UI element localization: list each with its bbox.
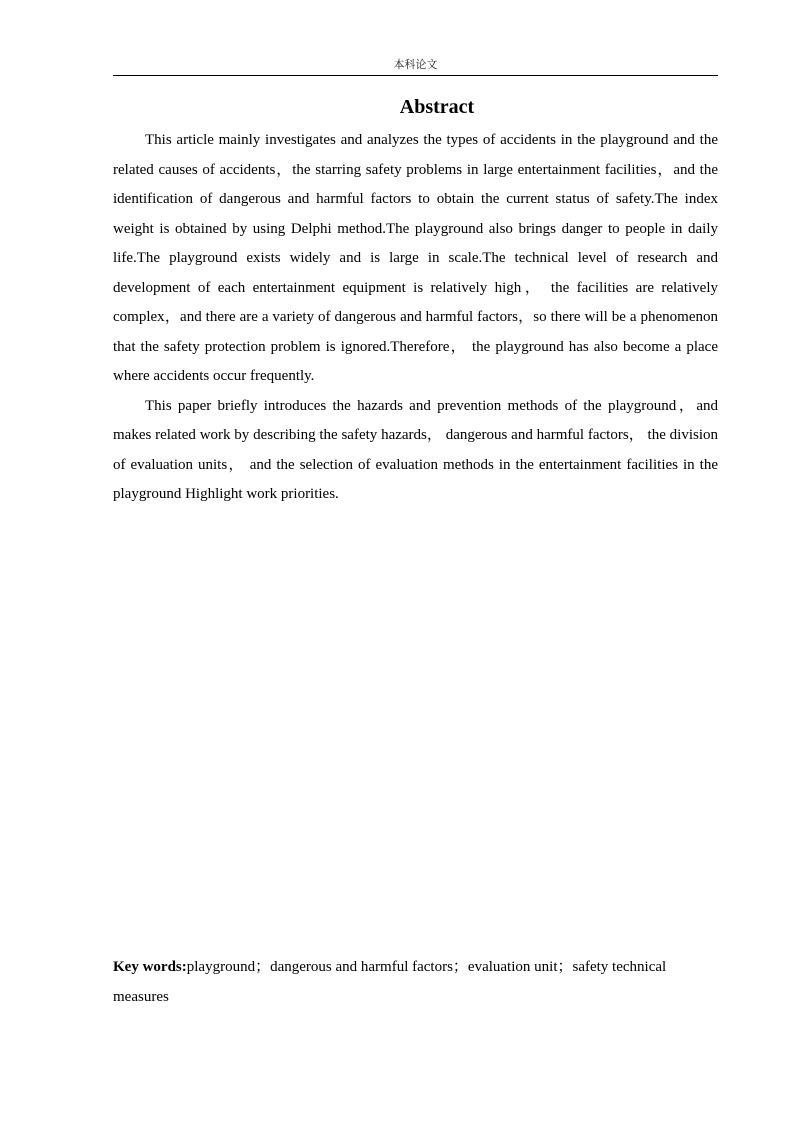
abstract-body [113, 126, 718, 510]
header-divider [113, 75, 718, 76]
keywords-label: Key words: [113, 959, 187, 975]
keywords [113, 952, 718, 1012]
abstract-title: Abstract [399, 96, 475, 118]
abstract-paragraph-1: This article mainly investigates and analyzes the types of accidents in the playground and the related causes of accidents，the starring safety problems in large entertainment facilities，and the identification of dangerous and harmful factors to obtain the current status of safety.The index weight is obtained by using Delphi method.The playground also brings danger to people in daily life.The playground exists widely and is large in scale.The technical level of research and development of each entertainment equipment is relatively high， the facilities are relatively complex，and there are a variety of dangerous and harmful factors，so there will be a phenomenon that the safety protection problem is ignored.Therefore， the playground has also become a place where accidents occur frequently. [113, 132, 718, 384]
abstract-paragraph-2: This paper briefly introduces the hazards and prevention methods of the playground，and makes related work by describing the safety hazards， dangerous and harmful factors， the division of evaluation units， and the selection of evaluation methods in the entertainment facilities in the playground Highlight work priorities. [113, 397, 718, 502]
keywords-value: playground；dangerous and harmful factors；evaluation unit；safety technical measures [113, 959, 667, 1005]
page-header: 本科论文 [393, 58, 438, 71]
